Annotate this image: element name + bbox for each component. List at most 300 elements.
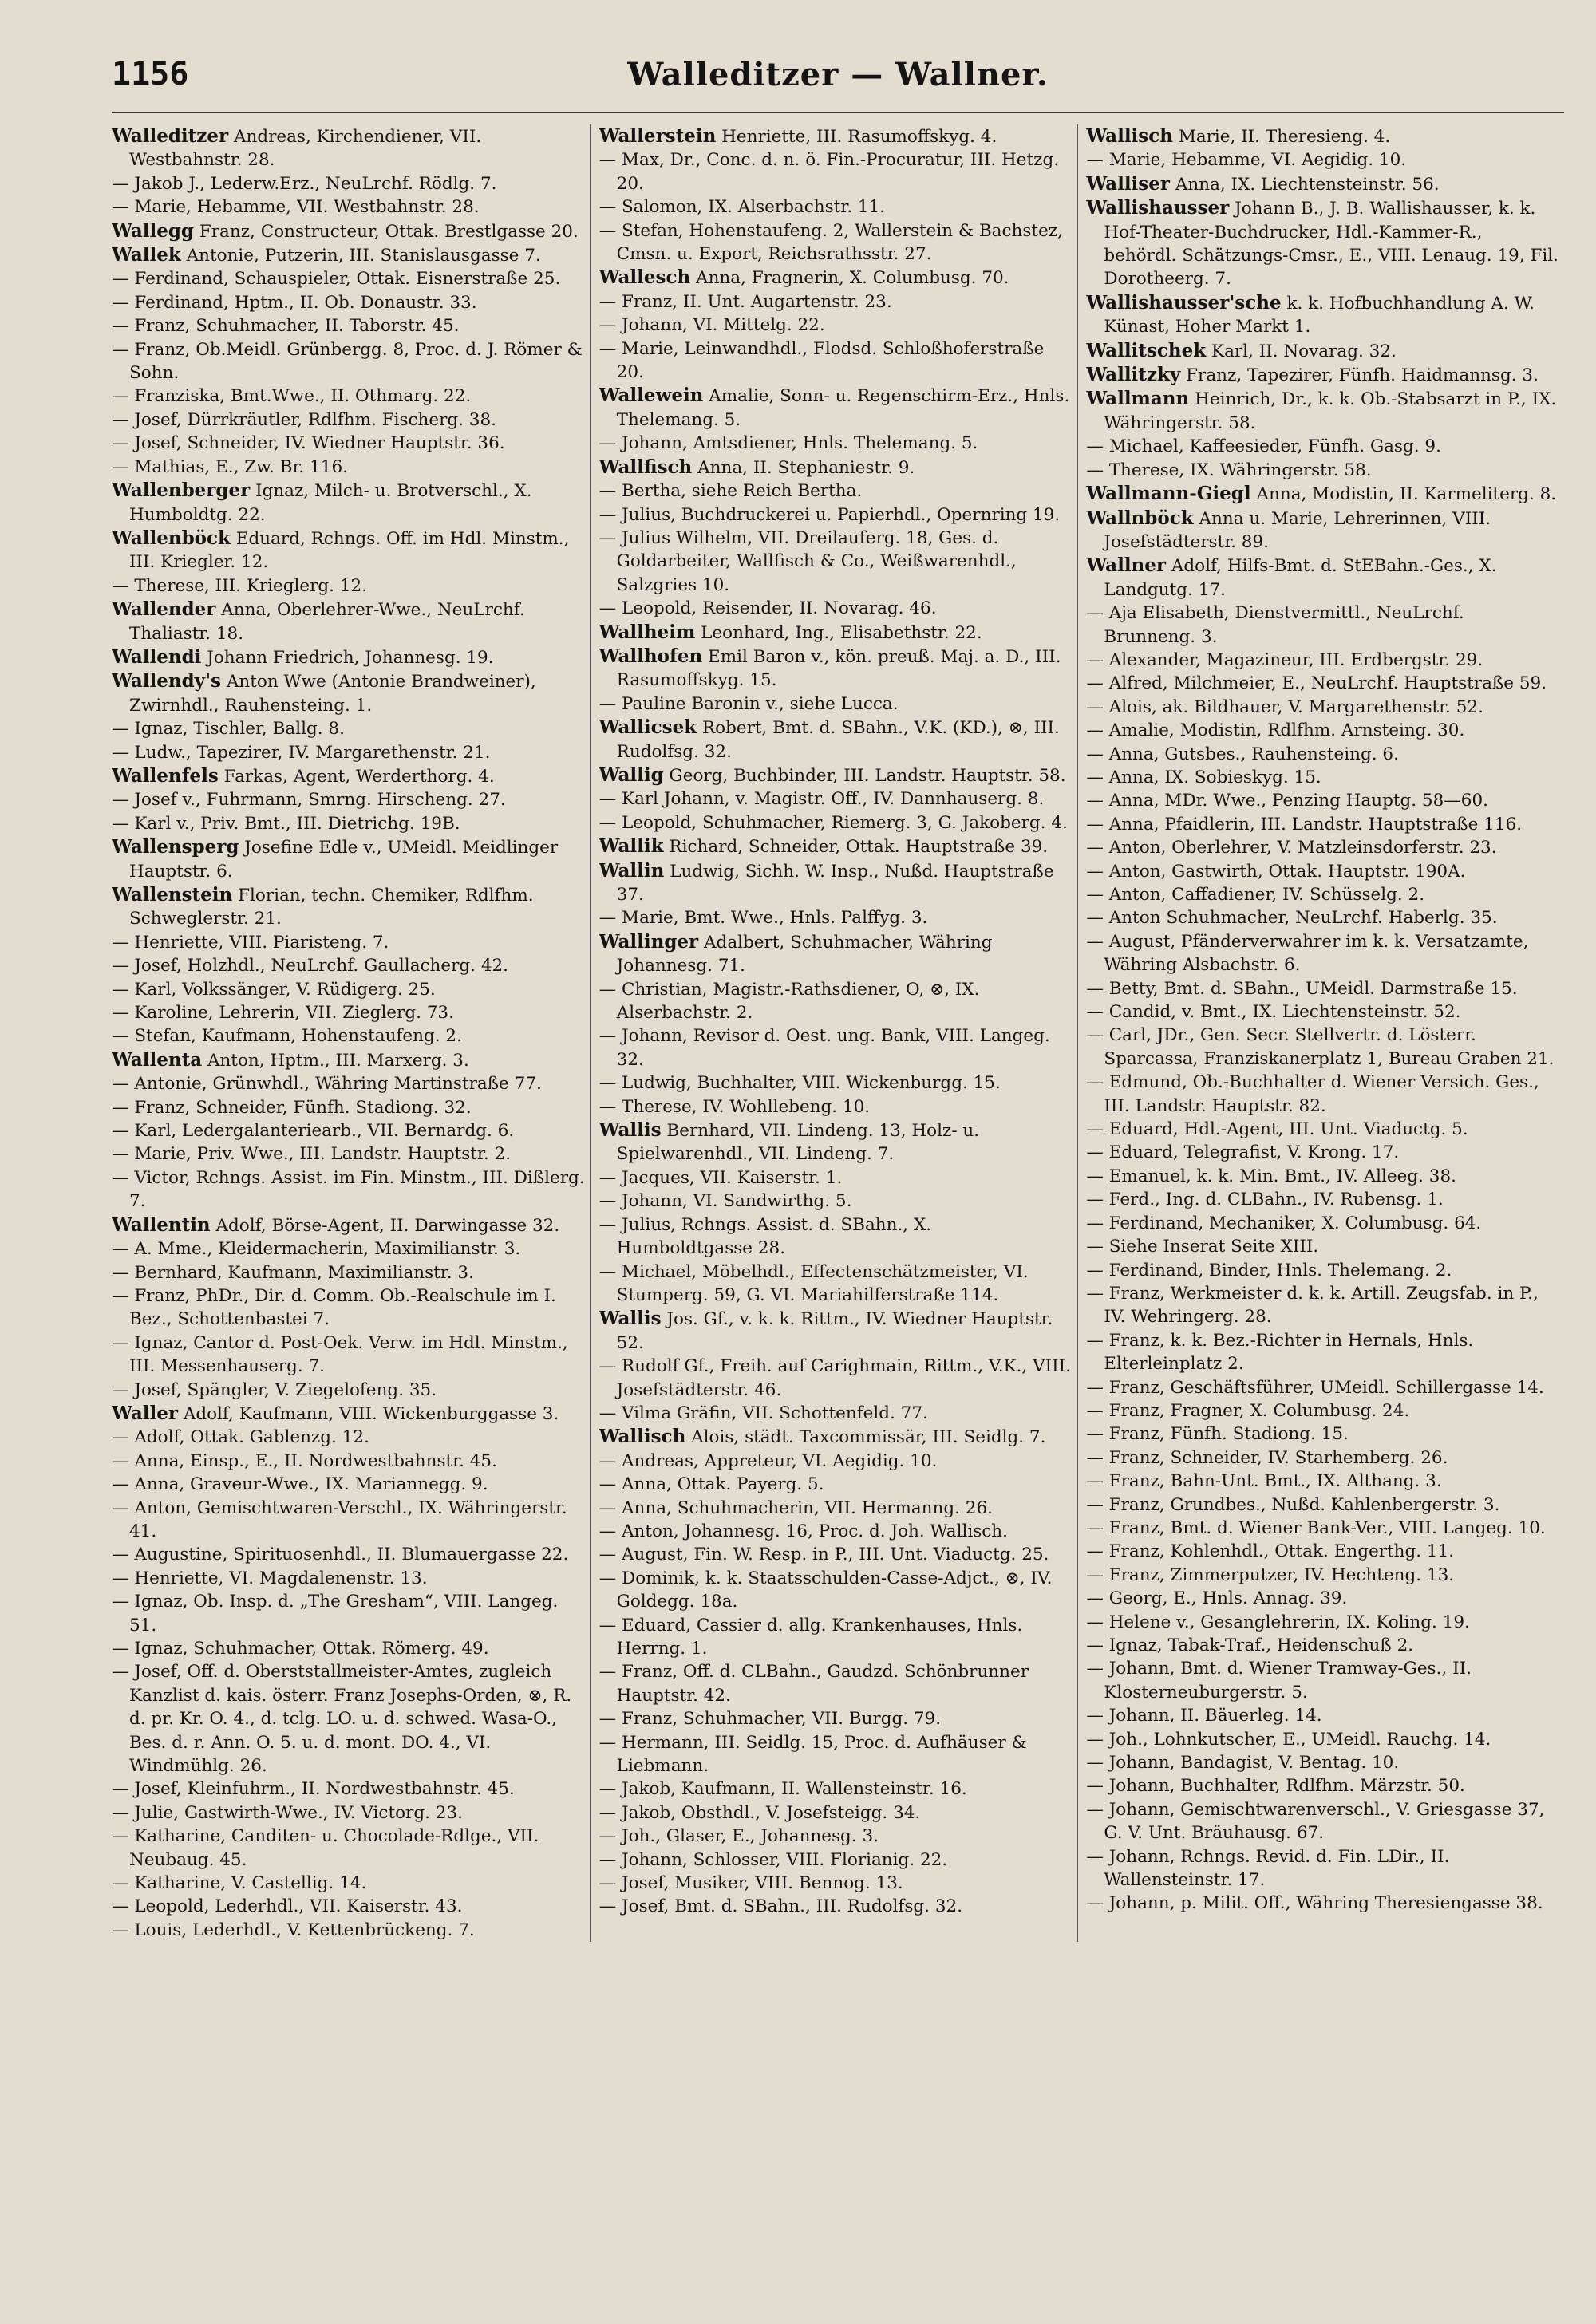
directory-entry	[112, 1497, 585, 1544]
directory-columns	[112, 124, 1564, 1942]
entry-details: Adolf, Ottak. Gablenzg. 12.	[134, 1427, 369, 1448]
entry-details: Eduard, Hdl.-Agent, III. Unt. Viaductg. 5.	[1108, 1119, 1468, 1140]
directory-entry	[1086, 196, 1559, 291]
entry-details: Christian, Magistr.-Rathsdiener, O, ⊗, IX. Alserbachstr. 2.	[616, 979, 980, 1024]
entry-surname: Wallewein	[598, 385, 704, 407]
entry-details: Anna, Fragnerin, X. Columbusg. 70.	[696, 268, 1009, 289]
directory-entry	[1086, 696, 1559, 719]
directory-entry	[1086, 1329, 1559, 1376]
directory-entry	[599, 266, 1073, 290]
entry-surname: Wallitzky	[1086, 364, 1181, 386]
entry-details: Josef, Off. d. Oberststallmeister-Amtes, zugleich Kanzlist d. kais. österr. Franz Josephs-Orden, ⊗, R. d. pr. Kr. O. 4., d. tclg. LO. u. d. schwed. Wasa-O., Bes. d. r. Ann. O. 5. u. d. mont. DO. 4., VI. Windmühlg. 26.	[129, 1662, 572, 1777]
directory-entry	[1086, 883, 1559, 906]
entry-details: Bertha, siehe Reich Bertha.	[622, 481, 863, 502]
directory-entry	[112, 1284, 585, 1332]
entry-surname: Wallishausser'sche	[1086, 291, 1282, 314]
directory-entry	[112, 172, 585, 195]
directory-entry	[112, 835, 585, 883]
directory-entry	[599, 1849, 1073, 1872]
directory-entry	[112, 598, 585, 645]
entry-details: Anna, Einsp., E., II. Nordwestbahnstr. 45.	[134, 1450, 497, 1471]
directory-entry	[1086, 1399, 1559, 1422]
entry-surname: Walleditzer	[112, 125, 229, 147]
directory-entry	[112, 1096, 585, 1119]
entry-details: Eduard, Telegrafist, V. Krong. 17.	[1108, 1142, 1400, 1163]
directory-entry	[599, 1166, 1073, 1190]
entry-details: Johann, p. Milit. Off., Währing Theresiengasse 38.	[1108, 1893, 1543, 1914]
entry-surname: Wallheim	[598, 621, 696, 643]
entry-details: Pauline Baronin v., siehe Lucca.	[622, 693, 899, 714]
entry-details: Bernhard, Kaufmann, Maximilianstr. 3.	[134, 1262, 474, 1283]
directory-entry	[599, 1778, 1073, 1801]
directory-entry	[112, 574, 585, 598]
entry-details: Marie, Priv. Wwe., III. Landstr. Hauptstr. 2.	[134, 1144, 512, 1165]
entry-details: Anna, IX. Liechtensteinstr. 56.	[1175, 174, 1440, 195]
directory-entry	[112, 338, 585, 385]
directory-entry	[599, 1213, 1073, 1261]
directory-entry	[1086, 1634, 1559, 1657]
entry-details: Alois, ak. Bildhauer, V. Margarethenstr. 52.	[1108, 696, 1483, 717]
entry-details: Leonhard, Ing., Elisabethstr. 22.	[701, 622, 982, 643]
entry-details: Marie, Leinwandhdl., Flodsd. Schloßhoferstraße 20.	[616, 338, 1045, 383]
entry-surname: Wallner	[1086, 554, 1167, 577]
entry-details: Anna, Pfaidlerin, III. Landstr. Hauptstraße 116.	[1108, 814, 1523, 835]
directory-entry	[599, 835, 1073, 858]
directory-entry	[112, 219, 585, 243]
entry-details: Franz, Schuhmacher, VII. Burgg. 79.	[622, 1709, 942, 1730]
directory-entry	[599, 1660, 1073, 1707]
entry-details: Franz, Ob.Meidl. Grünbergg. 8, Proc. d. J. Römer & Sohn.	[129, 339, 583, 384]
directory-entry	[112, 1001, 585, 1024]
directory-entry	[1086, 813, 1559, 836]
directory-entry	[599, 1307, 1073, 1355]
directory-entry	[1086, 977, 1559, 1000]
directory-entry	[1086, 1540, 1559, 1563]
directory-entry	[599, 1261, 1073, 1308]
entry-details: Johann, Schlosser, VIII. Florianig. 22.	[622, 1849, 948, 1870]
directory-entry	[1086, 1845, 1559, 1892]
directory-entry	[599, 597, 1073, 620]
directory-entry	[1086, 1118, 1559, 1141]
entry-details: Josefine Edle v., UMeidl. Meidlinger Hauptstr. 6.	[129, 838, 559, 882]
entry-details: Ludwig, Sichh. W. Insp., Nußd. Hauptstraße 37.	[616, 861, 1054, 905]
entry-surname: Wallhofen	[598, 645, 703, 667]
entry-details: Amalie, Modistin, Rdlfhm. Arnsteing. 30.	[1108, 720, 1465, 741]
directory-entry	[112, 314, 585, 337]
directory-entry	[1086, 1422, 1559, 1446]
entry-details: Anton, Gastwirth, Ottak. Hauptstr. 190A.	[1108, 861, 1466, 882]
entry-details: Anton, Johannesg. 16, Proc. d. Joh. Wallisch.	[622, 1521, 1008, 1541]
entry-details: Heinrich, Dr., k. k. Ob.-Stabsarzt in P., IX. Währingerstr. 58.	[1104, 389, 1557, 433]
directory-entry	[112, 1142, 585, 1166]
entry-details: Jakob J., Lederw.Erz., NeuLrchf. Rödlg. 7.	[134, 173, 497, 194]
entry-details: Josef v., Fuhrmann, Smrng. Hirscheng. 27.	[134, 790, 506, 811]
entry-details: August, Fin. W. Resp. in P., III. Unt. Viaductg. 25.	[622, 1545, 1049, 1565]
entry-details: Adolf, Kaufmann, VIII. Wickenburggasse 3.	[183, 1403, 559, 1424]
directory-entry	[1086, 1024, 1559, 1071]
entry-surname: Wallenböck	[112, 527, 231, 549]
directory-entry	[599, 527, 1073, 597]
entry-details: Franz, Schneider, Fünfh. Stadiong. 32.	[134, 1097, 472, 1118]
entry-surname: Wallisch	[1086, 125, 1173, 147]
directory-entry	[1086, 1798, 1559, 1845]
entry-details: Franz, Fragner, X. Columbusg. 24.	[1108, 1400, 1410, 1421]
entry-details: Michael, Kaffeesieder, Fünfh. Gasg. 9.	[1108, 436, 1441, 457]
entry-details: Antonie, Putzerin, III. Stanislausgasse 7.	[186, 246, 541, 266]
entry-details: Emanuel, k. k. Min. Bmt., IV. Alleeg. 38.	[1108, 1166, 1456, 1186]
entry-surname: Wallenstein	[112, 884, 233, 906]
entry-details: Franz, Bmt. d. Wiener Bank-Ver., VIII. Langeg. 10.	[1108, 1517, 1546, 1538]
entry-details: Anton Wwe (Antonie Brandweiner), Zwirnhdl., Rauhensteing. 1.	[129, 672, 536, 716]
entry-details: Therese, III. Krieglerg. 12.	[134, 575, 368, 596]
entry-surname: Wallendy's	[112, 670, 222, 692]
directory-entry	[599, 906, 1073, 929]
directory-entry	[112, 954, 585, 977]
directory-entry	[1086, 743, 1559, 766]
directory-entry	[599, 1497, 1073, 1520]
directory-entry	[599, 1872, 1073, 1895]
directory-entry	[1086, 1728, 1559, 1751]
entry-details: Ignaz, Tabak-Traf., Heidenschuß 2.	[1108, 1635, 1414, 1655]
entry-details: Georg, E., Hnls. Annag. 39.	[1108, 1588, 1348, 1609]
directory-entry	[1086, 148, 1559, 172]
entry-details: Anna, Modistin, II. Karmeliterg. 8.	[1256, 484, 1557, 505]
directory-entry	[1086, 363, 1559, 387]
directory-entry	[112, 124, 585, 172]
directory-entry	[599, 337, 1073, 385]
entry-details: Marie, Hebamme, VII. Westbahnstr. 28.	[134, 197, 480, 218]
entry-details: Julius Wilhelm, VII. Dreilauferg. 18, Ges. d. Goldarbeiter, Wallfisch & Co., Weißwarenhdl., Salzgries 10.	[616, 527, 1017, 595]
entry-details: Bernhard, VII. Lindeng. 13, Holz- u. Spielwarenhdl., VII. Lindeng. 7.	[616, 1121, 980, 1165]
entry-details: Karl, Ledergalanteriearb., VII. Bernardg. 6.	[134, 1121, 515, 1142]
directory-entry	[1086, 459, 1559, 482]
entry-details: Johann, Buchhalter, Rdlfhm. Märzstr. 50.	[1108, 1776, 1465, 1797]
entry-details: Franz, Zimmerputzer, IV. Hechteng. 13.	[1108, 1564, 1455, 1585]
entry-details: Ferdinand, Schauspieler, Ottak. Eisnerstraße 25.	[134, 269, 561, 290]
entry-details: Anna, MDr. Wwe., Penzing Hauptg. 58—60.	[1108, 791, 1488, 811]
directory-entry	[599, 432, 1073, 455]
directory-entry	[112, 408, 585, 432]
directory-entry	[1086, 719, 1559, 742]
entry-details: Johann, VI. Mittelg. 22.	[622, 315, 825, 336]
entry-details: Franz, Fünfh. Stadiong. 15.	[1108, 1424, 1349, 1445]
entry-details: Max, Dr., Conc. d. n. ö. Fin.-Procuratur, III. Hetzg. 20.	[616, 150, 1060, 194]
directory-entry	[599, 645, 1073, 692]
entry-details: Eduard, Rchngs. Off. im Hdl. Minstm., III. Kriegler. 12.	[129, 528, 570, 573]
directory-entry	[1086, 836, 1559, 859]
entry-details: Franz, Bahn-Unt. Bmt., IX. Althang. 3.	[1108, 1471, 1442, 1492]
directory-entry	[112, 1473, 585, 1496]
entry-details: k. k. Hofbuchhandlung A. W. Künast, Hoher Markt 1.	[1104, 293, 1535, 337]
directory-entry	[112, 1872, 585, 1895]
directory-entry	[599, 1190, 1073, 1213]
entry-details: Stefan, Hohenstaufeng. 2, Wallerstein & Bachstez, Cmsn. u. Export, Reichsrathsstr. 27.	[616, 220, 1063, 265]
directory-entry	[1086, 649, 1559, 672]
entry-details: Louis, Lederhdl., V. Kettenbrückeng. 7.	[134, 1920, 475, 1940]
directory-entry	[112, 1801, 585, 1825]
directory-entry	[599, 1543, 1073, 1566]
entry-details: Johann, VI. Sandwirthg. 5.	[622, 1191, 852, 1212]
directory-entry	[1086, 291, 1559, 339]
directory-entry	[1086, 1611, 1559, 1634]
directory-entry	[599, 1355, 1073, 1402]
directory-entry	[112, 645, 585, 669]
entry-details: Anton Schuhmacher, NeuLrchf. Haberlg. 35.	[1108, 908, 1498, 929]
directory-entry	[112, 1426, 585, 1449]
entry-details: Salomon, IX. Alserbachstr. 11.	[622, 197, 886, 218]
directory-entry	[112, 978, 585, 1001]
entry-surname: Wallis	[598, 1119, 662, 1142]
entry-details: Jakob, Obsthdl., V. Josefsteigg. 34.	[622, 1802, 921, 1823]
entry-details: Andreas, Kirchendiener, VII. Westbahnstr. 28.	[129, 127, 482, 171]
directory-entry	[599, 1707, 1073, 1730]
entry-surname: Walliser	[1086, 172, 1170, 195]
directory-entry	[1086, 387, 1559, 435]
entry-details: Amalie, Sonn- u. Regenschirm-Erz., Hnls. Thelemang. 5.	[616, 386, 1070, 430]
entry-details: Julie, Gastwirth-Wwe., IV. Victorg. 23.	[134, 1802, 463, 1823]
entry-details: Karl, II. Novarag. 32.	[1211, 341, 1396, 361]
directory-entry	[1086, 930, 1559, 977]
entry-details: Franz, PhDr., Dir. d. Comm. Ob.-Realschule im I. Bez., Schottenbastei 7.	[129, 1285, 556, 1330]
entry-details: Anton, Oberlehrer, V. Matzleinsdorferstr. 23.	[1108, 838, 1497, 858]
entry-surname: Wallmann	[1086, 388, 1190, 410]
directory-entry	[1086, 482, 1559, 506]
directory-entry	[1086, 1587, 1559, 1610]
directory-entry	[112, 1213, 585, 1237]
directory-entry	[599, 456, 1073, 479]
directory-entry	[1086, 124, 1559, 148]
directory-entry	[1086, 1141, 1559, 1164]
entry-details: Adalbert, Schuhmacher, Währing Johannesg. 71.	[616, 932, 993, 977]
entry-details: Victor, Rchngs. Assist. im Fin. Minstm., III. Dißlerg. 7.	[129, 1167, 585, 1212]
directory-entry	[599, 1071, 1073, 1095]
entry-surname: Wallis	[598, 1308, 662, 1330]
directory-entry	[112, 1590, 585, 1637]
entry-details: Josef, Musiker, VIII. Bennog. 13.	[622, 1873, 903, 1894]
entry-surname: Wallnböck	[1086, 507, 1194, 529]
entry-details: Franziska, Bmt.Wwe., II. Othmarg. 22.	[134, 386, 472, 407]
entry-details: Augustine, Spirituosenhdl., II. Blumauergasse 22.	[134, 1545, 569, 1565]
running-head: Walleditzer — Wallner.	[627, 56, 1049, 93]
entry-details: Franz, Geschäftsführer, UMeidl. Schillergasse 14.	[1108, 1377, 1544, 1398]
entry-details: Josef, Kleinfuhrm., II. Nordwestbahnstr. 45.	[134, 1779, 515, 1800]
directory-entry	[112, 1024, 585, 1048]
entry-details: Ignaz, Ob. Insp. d. „The Gresham“, VIII. Langeg. 51.	[129, 1592, 559, 1635]
directory-entry	[112, 527, 585, 574]
entry-details: Karoline, Lehrerin, VII. Zieglerg. 73.	[134, 1003, 454, 1024]
entry-details: Siehe Inserat Seite XIII.	[1108, 1237, 1319, 1257]
directory-entry	[599, 148, 1073, 195]
entry-details: Michael, Möbelhdl., Effectenschätzmeister, VI. Stumperg. 59, G. VI. Mariahilferstraße 114.	[616, 1261, 1029, 1305]
entry-details: Adolf, Börse-Agent, II. Darwingasse 32.	[215, 1215, 560, 1236]
directory-entry	[599, 384, 1073, 432]
entry-surname: Wallenfels	[112, 764, 219, 787]
directory-entry	[1086, 602, 1559, 649]
entry-details: Richard, Schneider, Ottak. Hauptstraße 39.	[669, 837, 1049, 858]
directory-entry	[599, 1450, 1073, 1473]
directory-column-3	[1086, 124, 1564, 1942]
directory-entry	[1086, 906, 1559, 929]
entry-details: Ludw., Tapezirer, IV. Margarethenstr. 21.	[134, 742, 491, 763]
directory-entry	[1086, 172, 1559, 196]
directory-entry	[1086, 1493, 1559, 1517]
directory-entry	[599, 1801, 1073, 1825]
entry-details: Marie, Hebamme, VI. Aegidig. 10.	[1108, 150, 1407, 171]
directory-column-1	[112, 124, 591, 1942]
directory-entry	[599, 1119, 1073, 1166]
entry-details: Johann, II. Bäuerleg. 14.	[1108, 1706, 1322, 1726]
entry-surname: Wallerstein	[598, 125, 717, 147]
directory-entry	[1086, 1704, 1559, 1727]
entry-details: Katharine, Canditen- u. Chocolade-Rdlge., VII. Neubaug. 45.	[129, 1826, 539, 1870]
entry-surname: Wallicsek	[598, 716, 697, 739]
directory-entry	[1086, 789, 1559, 812]
entry-details: Helene v., Gesanglehrerin, IX. Koling. 19.	[1108, 1612, 1470, 1632]
entry-details: Johann, Gemischtwarenverschl., V. Griesgasse 37, G. V. Unt. Bräuhausg. 67.	[1104, 1799, 1545, 1844]
directory-entry	[1086, 1774, 1559, 1797]
directory-entry	[1086, 1071, 1559, 1118]
directory-entry	[1086, 1376, 1559, 1399]
directory-entry	[599, 1614, 1073, 1661]
entry-surname: Wallisch	[598, 1426, 686, 1448]
entry-surname: Wallek	[112, 244, 181, 266]
directory-entry	[112, 1261, 585, 1284]
directory-entry	[599, 1473, 1073, 1496]
entry-surname: Wallegg	[112, 219, 195, 242]
directory-entry	[599, 314, 1073, 337]
entry-surname: Wallin	[598, 859, 665, 882]
entry-details: Anton, Gemischtwaren-Verschl., IX. Währingerstr. 41.	[129, 1497, 567, 1541]
entry-details: Franz, Schneider, IV. Starhemberg. 26.	[1108, 1447, 1448, 1468]
entry-details: Ignaz, Cantor d. Post-Oek. Verw. im Hdl. Minstm., III. Messenhauserg. 7.	[129, 1332, 568, 1377]
entry-details: Hermann, III. Seidlg. 15, Proc. d. Aufhäuser & Liebmann.	[616, 1732, 1027, 1777]
entry-details: Karl Johann, v. Magistr. Off., IV. Dannhauserg. 8.	[622, 789, 1045, 810]
directory-entry	[599, 290, 1073, 314]
directory-entry	[599, 1095, 1073, 1119]
entry-surname: Wallenberger	[112, 479, 251, 502]
entry-details: Johann, Bmt. d. Wiener Tramway-Ges., II. Klosterneuburgerstr. 5.	[1104, 1659, 1472, 1703]
directory-entry	[599, 503, 1073, 527]
entry-details: Antonie, Grünwhdl., Währing Martinstraße 77.	[134, 1074, 542, 1095]
directory-entry	[1086, 1212, 1559, 1235]
entry-details: Ferdinand, Mechaniker, X. Columbusg. 64.	[1108, 1213, 1482, 1233]
directory-entry	[599, 692, 1073, 716]
entry-details: Georg, Buchbinder, III. Landstr. Hauptstr. 58.	[669, 765, 1066, 786]
entry-surname: Wallenta	[112, 1048, 203, 1071]
entry-surname: Wallfisch	[598, 456, 693, 478]
entry-details: Alois, städt. Taxcommissär, III. Seidlg. 7.	[691, 1427, 1046, 1448]
directory-entry	[1086, 672, 1559, 695]
entry-details: Johann, Revisor d. Oest. ung. Bank, VIII. Langeg. 32.	[616, 1026, 1050, 1070]
entry-details: Marie, Bmt. Wwe., Hnls. Palffyg. 3.	[622, 908, 928, 929]
directory-entry	[599, 811, 1073, 835]
entry-surname: Wallensperg	[112, 836, 239, 858]
directory-entry	[112, 1567, 585, 1590]
entry-details: Andreas, Appreteur, VI. Aegidig. 10.	[622, 1450, 938, 1471]
entry-details: Henriette, VIII. Piaristeng. 7.	[134, 932, 389, 953]
entry-details: Franz, k. k. Bez.-Richter in Hernals, Hnls. Elterleinplatz 2.	[1104, 1330, 1474, 1375]
entry-details: Henriette, VI. Magdalenenstr. 13.	[134, 1568, 428, 1588]
entry-details: Marie, II. Theresieng. 4.	[1178, 127, 1391, 147]
entry-details: Ferdinand, Binder, Hnls. Thelemang. 2.	[1108, 1260, 1452, 1280]
directory-entry	[112, 1166, 585, 1213]
entry-surname: Wallishausser	[1086, 197, 1230, 219]
entry-details: Anna, II. Stephaniestr. 9.	[697, 457, 915, 478]
entry-details: Ignaz, Tischler, Ballg. 8.	[134, 719, 345, 740]
directory-entry	[599, 1024, 1073, 1071]
entry-details: Florian, techn. Chemiker, Rdlfhm. Schweglerstr. 21.	[129, 886, 534, 929]
entry-details: Leopold, Schuhmacher, Riemerg. 3, G. Jakoberg. 4.	[622, 812, 1068, 833]
entry-details: Anna, IX. Sobieskyg. 15.	[1108, 767, 1321, 787]
directory-entry	[112, 385, 585, 408]
directory-entry	[599, 859, 1073, 907]
directory-entry	[112, 931, 585, 954]
entry-surname: Wallender	[112, 598, 216, 621]
directory-entry	[1086, 1892, 1559, 1915]
entry-details: Josef, Dürrkräutler, Rdlfhm. Fischerg. 38.	[134, 409, 496, 430]
entry-details: Josef, Schneider, IV. Wiedner Hauptstr. 36.	[134, 433, 505, 454]
directory-column-2	[599, 124, 1079, 1942]
entry-details: Henriette, III. Rasumoffskyg. 4.	[721, 127, 998, 147]
directory-entry	[112, 1660, 585, 1778]
entry-surname: Wallik	[598, 835, 664, 858]
entry-details: Vilma Gräfin, VII. Schottenfeld. 77.	[622, 1403, 928, 1423]
directory-entry	[112, 1919, 585, 1942]
entry-details: Jacques, VII. Kaiserstr. 1.	[622, 1167, 843, 1188]
entry-details: Josef, Spängler, V. Ziegelofeng. 35.	[134, 1379, 437, 1400]
entry-details: Betty, Bmt. d. SBahn., UMeidl. Darmstraße 15.	[1108, 978, 1518, 999]
entry-details: Karl v., Priv. Bmt., III. Dietrichg. 19B.	[134, 813, 460, 834]
directory-entry	[112, 291, 585, 314]
entry-details: Ludwig, Buchhalter, VIII. Wickenburgg. 15.	[622, 1073, 1001, 1094]
directory-entry	[599, 787, 1073, 811]
directory-entry	[599, 1425, 1073, 1449]
entry-details: Robert, Bmt. d. SBahn., V.K. (KD.), ⊗, III. Rudolfsg. 32.	[616, 718, 1060, 762]
directory-entry	[112, 1895, 585, 1918]
directory-entry	[1086, 554, 1559, 602]
entry-details: Eduard, Cassier d. allg. Krankenhauses, Hnls. Herrng. 1.	[616, 1615, 1023, 1659]
page-number: 1156	[112, 56, 189, 93]
directory-entry	[112, 1237, 585, 1261]
entry-details: Anna, Gutsbes., Rauhensteing. 6.	[1108, 744, 1399, 764]
entry-details: Therese, IV. Wohllebeng. 10.	[622, 1096, 871, 1117]
entry-details: Ferd., Ing. d. CLBahn., IV. Rubensg. 1.	[1108, 1190, 1444, 1210]
entry-details: Carl, JDr., Gen. Secr. Stellvertr. d. Lösterr. Sparcassa, Franziskanerplatz 1, Bureau Graben 21.	[1104, 1025, 1555, 1069]
entry-details: Stefan, Kaufmann, Hohenstaufeng. 2.	[134, 1026, 462, 1047]
directory-entry	[112, 267, 585, 290]
directory-entry	[112, 1450, 585, 1473]
directory-entry	[112, 883, 585, 931]
directory-entry	[112, 1778, 585, 1801]
directory-entry	[1086, 1564, 1559, 1587]
directory-entry	[112, 1048, 585, 1072]
entry-details: Franz, Constructeur, Ottak. Brestlgasse 20.	[199, 221, 579, 242]
page-header	[112, 56, 1564, 113]
directory-entry	[1086, 766, 1559, 789]
directory-entry	[1086, 1446, 1559, 1470]
entry-details: Dominik, k. k. Staatsschulden-Casse-Adjct., ⊗, IV. Goldegg. 18a.	[616, 1568, 1053, 1612]
entry-details: Franz, Kohlenhdl., Ottak. Engerthg. 11.	[1108, 1541, 1455, 1562]
directory-entry	[599, 716, 1073, 763]
entry-details: Anna u. Marie, Lehrerinnen, VIII. Josefstädterstr. 89.	[1104, 508, 1491, 552]
directory-entry	[1086, 507, 1559, 554]
directory-entry	[112, 1379, 585, 1402]
directory-entry	[599, 195, 1073, 219]
directory-entry	[1086, 860, 1559, 883]
directory-entry	[599, 930, 1073, 978]
directory-entry	[1086, 435, 1559, 458]
entry-details: Joh., Lohnkutscher, E., UMeidl. Rauchg. 14.	[1108, 1729, 1491, 1750]
